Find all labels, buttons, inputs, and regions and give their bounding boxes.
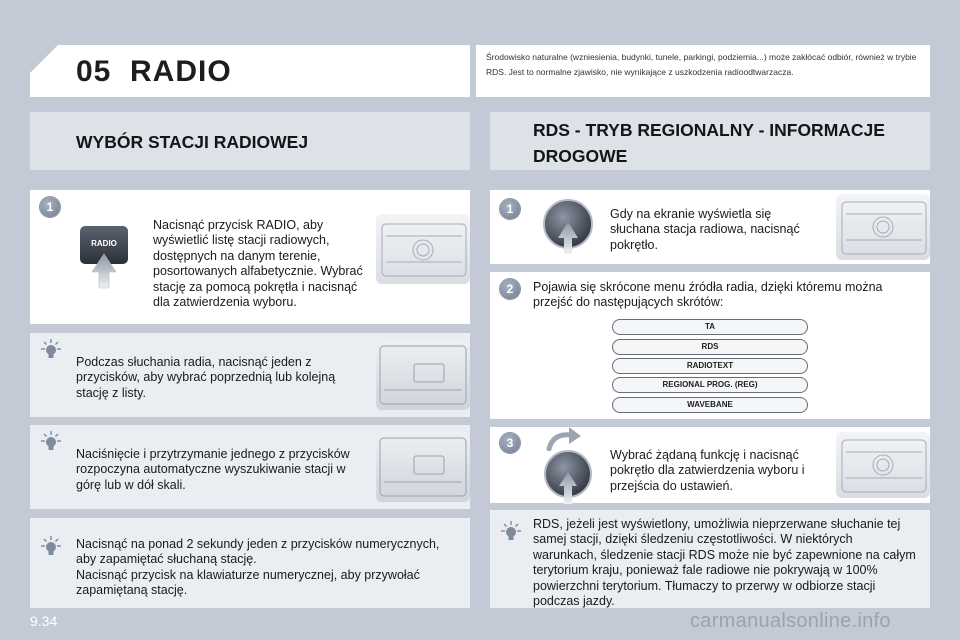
left-tip1-text: Podczas słuchania radia, nacisnąć jeden z przycisków, aby wybrać poprzednią lub kolejną stację z listy.	[76, 355, 336, 400]
header-note-text: Środowisko naturalne (wzniesienia, budynki, tunele, parkingi, podziemia...) może zakłócać odbiór, również w trybie RDS. Jest to normalne zjawisko, nie wynikające z uszkodzenia radioodtwarzacza.	[486, 52, 917, 77]
tip-bulb-icon	[40, 430, 62, 452]
menu-option-radiotext[interactable]: RADIOTEXT	[612, 358, 808, 374]
tip-bulb-icon	[40, 338, 62, 360]
rotary-knob-press-icon	[540, 448, 596, 508]
chapter-number: 05	[76, 55, 112, 88]
chapter-title: RADIO	[130, 55, 232, 88]
header-note-box	[476, 45, 930, 97]
page-number: 9.34	[30, 613, 58, 629]
radio-button-label: RADIO	[91, 239, 117, 248]
radio-unit-illustration	[376, 214, 470, 284]
right-section-title-line1: RDS - TRYB REGIONALNY - INFORMACJE	[533, 120, 885, 140]
menu-option-rds[interactable]: RDS	[612, 339, 808, 355]
left-tip2-text: Naciśnięcie i przytrzymanie jednego z przycisków rozpoczyna automatyczne wyszukiwanie stacji w górę lub w dół skali.	[76, 447, 350, 492]
right-step2-text: Pojawia się skrócone menu źródła radia, dzięki któremu można przejść do następujących skrótów:	[533, 280, 883, 310]
menu-option-ta[interactable]: TA	[612, 319, 808, 335]
tip-bulb-icon	[40, 535, 62, 557]
tip-bulb-icon	[500, 520, 522, 542]
right-step1-text: Gdy na ekranie wyświetla się słuchana stacja radiowa, nacisnąć pokrętło.	[610, 207, 800, 252]
menu-option-regional-prog[interactable]: REGIONAL PROG. (REG)	[612, 377, 808, 393]
radio-button-icon	[76, 224, 132, 290]
step-number-badge: 1	[40, 197, 60, 217]
step-number-badge: 2	[500, 279, 520, 299]
left-tip3-text-line1: Nacisnąć na ponad 2 sekundy jeden z przycisków numerycznych, aby zapamiętać słuchaną stację.	[76, 537, 440, 567]
rotary-knob-press-icon	[540, 196, 596, 258]
left-tip3-text-line2: Nacisnąć przycisk na klawiaturze numerycznej, aby przywołać zapamiętaną stację.	[76, 568, 420, 598]
step-number-badge: 3	[500, 433, 520, 453]
left-step1-text: Nacisnąć przycisk RADIO, aby wyświetlić listę stacji radiowych, dostępnych na danym terenie, posortowanych alfabetycznie. Wybrać stację za pomocą pokrętła i nacisnąć dla zatwierdzenia wyboru.	[153, 218, 363, 310]
radio-unit-illustration	[376, 432, 470, 502]
radio-unit-illustration	[836, 432, 930, 498]
right-section-title-line2: DROGOWE	[533, 146, 628, 166]
menu-option-waveband[interactable]: WAVEBANE	[612, 397, 808, 413]
right-step3-text: Wybrać żądaną funkcję i nacisnąć pokrętło dla zatwierdzenia wyboru i przejścia do ustawień.	[610, 448, 805, 493]
right-tip-text: RDS, jeżeli jest wyświetlony, umożliwia nieprzerwane słuchanie tej samej stacji, dzięki śledzeniu częstotliwości. W niektórych warunkach, śledzenie stacji RDS może nie być zapewnione na całym terytorium kraju, ponieważ fale radiowe nie pokrywają w 100% powierzchni terytorium. Tłumaczy to przerwy w odbiorze stacji podczas jazdy.	[533, 517, 916, 609]
radio-unit-illustration	[376, 340, 470, 410]
left-section-title: WYBÓR STACJI RADIOWEJ	[76, 132, 309, 152]
radio-unit-illustration	[836, 194, 930, 260]
watermark: carmanualsonline.info	[690, 610, 891, 632]
step-number-badge: 1	[500, 199, 520, 219]
